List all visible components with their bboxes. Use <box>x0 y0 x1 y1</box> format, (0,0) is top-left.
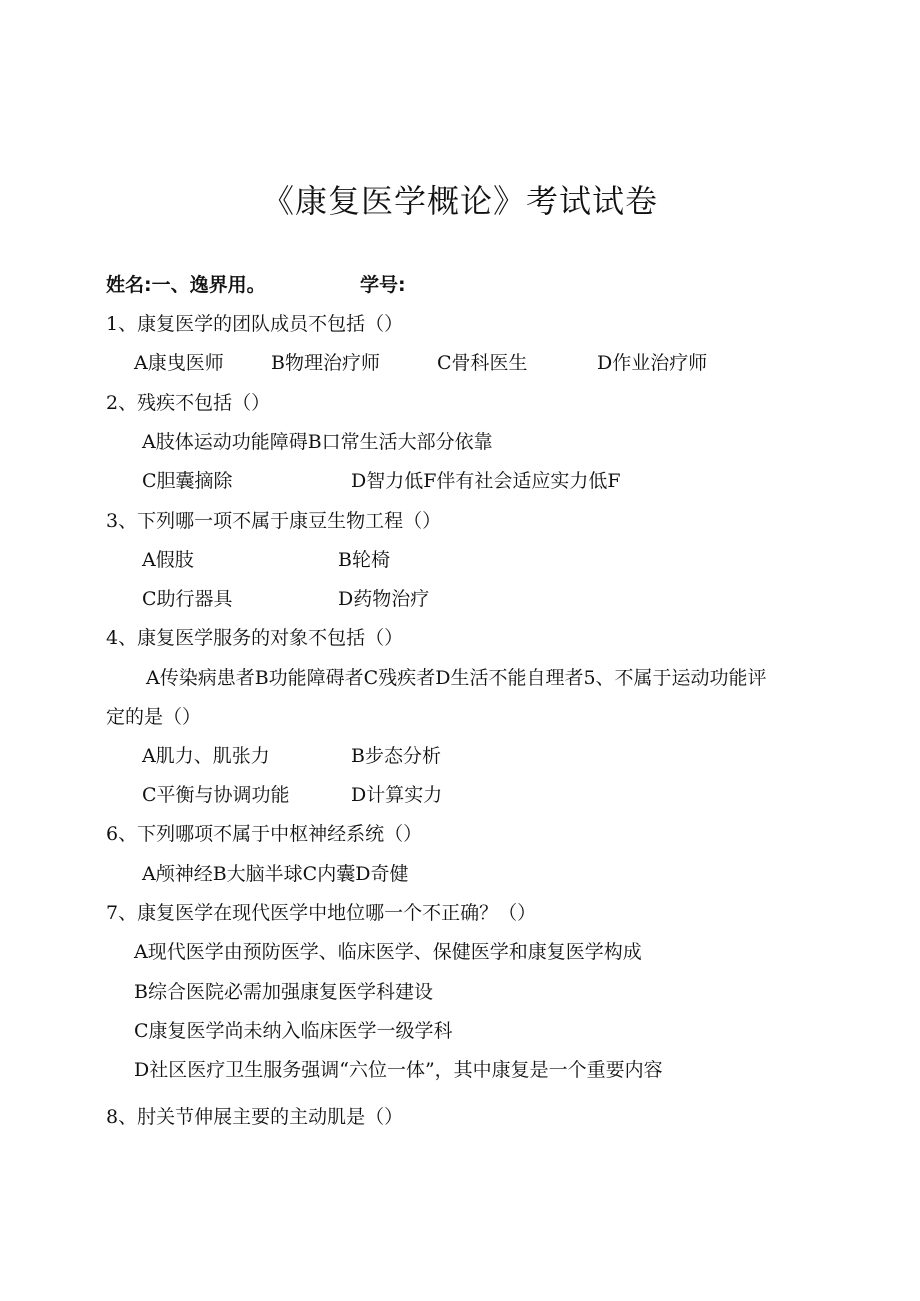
question-8-stem: 8、肘关节伸展主要的主动肌是（） <box>106 1106 404 1128</box>
question-3-option-a: A假肢 <box>142 549 194 571</box>
question-3-option-d: D药物治疗 <box>338 588 430 610</box>
question-5-option-b: B步态分析 <box>351 745 441 767</box>
student-info-line <box>106 270 406 297</box>
question-6-stem: 6、下列哪项不属于中枢神经系统（） <box>106 823 423 845</box>
question-7-option-c: C康复医学尚未纳入临床医学一级学科 <box>134 1020 453 1042</box>
question-1-option-c: C骨科医生 <box>437 352 528 374</box>
question-5-option-a: A肌力、肌张力 <box>142 745 270 767</box>
question-1-option-d: D作业治疗师 <box>597 352 708 374</box>
question-5-stem-continued: 定的是（） <box>106 706 202 728</box>
question-5-option-d: D计算实力 <box>351 784 443 806</box>
question-4-options-line: A传染病患者B功能障碍者C残疾者D生活不能自理者5、不属于运动功能评 <box>146 667 767 689</box>
question-7-option-a: A现代医学由预防医学、临床医学、保健医学和康复医学构成 <box>134 941 642 963</box>
question-3-option-b: B轮椅 <box>338 549 390 571</box>
question-3-option-c: C助行器具 <box>142 588 233 610</box>
question-2-option-d: D智力低F伴有社会适应实力低F <box>351 470 621 492</box>
question-2-option-c: C胆囊摘除 <box>142 470 233 492</box>
question-3-stem: 3、下列哪一项不属于康豆生物工程（） <box>106 510 442 532</box>
question-2-stem: 2、残疾不包括（） <box>106 392 271 414</box>
question-7-option-d: D社区医疗卫生服务强调“六位一体”，其中康复是一个重要内容 <box>134 1059 663 1081</box>
question-2-option-ab: A肢体运动功能障碍B口常生活大部分依靠 <box>142 431 493 453</box>
student-id-label: 学号: <box>360 274 406 296</box>
question-7-stem: 7、康复医学在现代医学中地位哪一个不正确？（） <box>106 902 537 924</box>
question-1-option-a: A康曳医师 <box>134 352 224 374</box>
question-7-option-b: B综合医院必需加强康复医学科建设 <box>134 981 433 1003</box>
question-4-stem: 4、康复医学服务的对象不包括（） <box>106 627 404 649</box>
question-1-option-b: B物理治疗师 <box>271 352 380 374</box>
question-1-stem: 1、康复医学的团队成员不包括（） <box>106 313 404 335</box>
exam-title: 《康复医学概论》考试试卷 <box>261 182 658 220</box>
name-label: 姓名:一、逸界用。 <box>106 274 266 296</box>
question-6-options-line: A颅神经B大脑半球C内囊D奇健 <box>142 863 409 885</box>
question-5-option-c: C平衡与协调功能 <box>142 784 290 806</box>
